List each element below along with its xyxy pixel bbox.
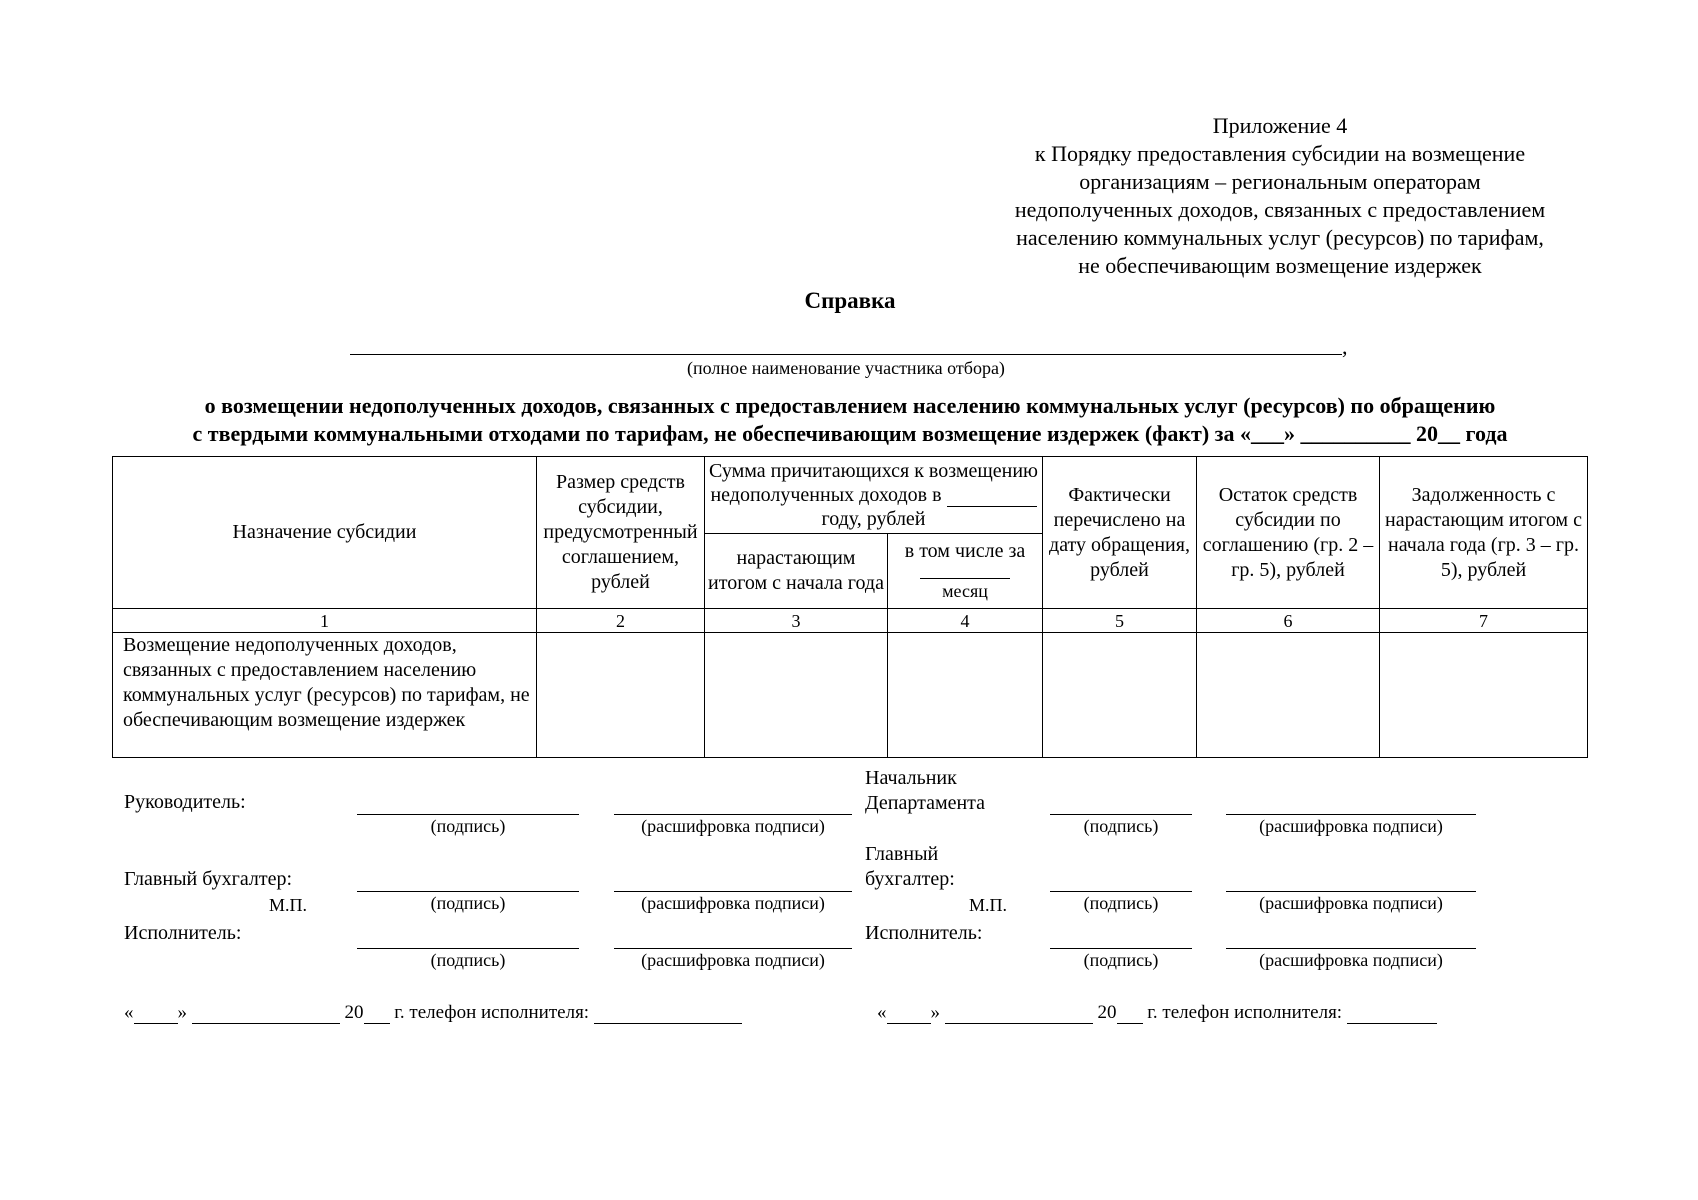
decode-caption: (расшифровка подписи) bbox=[1259, 816, 1443, 836]
decode-caption: (расшифровка подписи) bbox=[641, 950, 825, 970]
sign-caption: (подпись) bbox=[430, 950, 506, 970]
decode-caption: (расшифровка подписи) bbox=[1259, 893, 1443, 913]
column-number: 2 bbox=[537, 609, 705, 633]
left-executor-sign-line[interactable] bbox=[357, 948, 579, 949]
document-subtitle bbox=[110, 392, 1590, 448]
right-accountant-label-line-1: Главный bbox=[865, 843, 939, 865]
decode-caption: (расшифровка подписи) bbox=[1259, 950, 1443, 970]
left-executor-label: Исполнитель: bbox=[124, 922, 242, 944]
right-date-phone-line bbox=[877, 1002, 1437, 1024]
day-blank[interactable] bbox=[134, 1005, 178, 1024]
appendix-line: Приложение 4 bbox=[1212, 113, 1348, 138]
right-accountant-decode-line[interactable] bbox=[1226, 891, 1476, 892]
left-head-decode-line[interactable] bbox=[614, 814, 852, 815]
header-of-which-label: в том числе за bbox=[904, 539, 1026, 562]
year-blank[interactable] bbox=[1117, 1005, 1143, 1024]
open-quote: « bbox=[877, 1002, 887, 1023]
sign-caption: (подпись) bbox=[430, 816, 506, 836]
decode-caption: (расшифровка подписи) bbox=[641, 816, 825, 836]
left-accountant-label: Главный бухгалтер: bbox=[124, 868, 293, 890]
right-accountant-label-line-2: бухгалтер: bbox=[865, 868, 955, 890]
left-stamp-label: М.П. bbox=[269, 895, 308, 915]
column-number: 3 bbox=[705, 609, 888, 633]
document-title: Справка bbox=[804, 288, 896, 313]
decode-caption: (расшифровка подписи) bbox=[641, 893, 825, 913]
appendix-line: организациям – региональным операторам bbox=[1079, 169, 1481, 194]
phone-blank[interactable] bbox=[594, 1005, 742, 1024]
left-accountant-sign-line[interactable] bbox=[357, 891, 579, 892]
year-blank[interactable] bbox=[364, 1005, 390, 1024]
column-number: 6 bbox=[1197, 609, 1380, 633]
participant-name-caption: (полное наименование участника отбора) bbox=[687, 358, 1005, 378]
appendix-line: населению коммунальных услуг (ресурсов) по тарифам, bbox=[1016, 225, 1544, 250]
month-blank-line bbox=[920, 570, 1010, 579]
appendix-line: к Порядку предоставления субсидии на возмещение bbox=[1034, 141, 1526, 166]
header-month-label: месяц bbox=[942, 580, 988, 601]
value-cell[interactable] bbox=[705, 633, 888, 758]
participant-name-line bbox=[350, 354, 1342, 355]
column-number: 1 bbox=[113, 609, 537, 633]
day-blank[interactable] bbox=[887, 1005, 931, 1024]
column-number: 4 bbox=[888, 609, 1043, 633]
close-quote: » bbox=[177, 1002, 187, 1023]
header-subsidy-amount: Размер средств субсидии, предусмотренный соглашением, рублей bbox=[537, 457, 705, 609]
header-subsidy-balance: Остаток средств субсидии по соглашению (гр. 2 – гр. 5), рублей bbox=[1197, 457, 1380, 609]
right-executor-sign-line[interactable] bbox=[1050, 948, 1192, 949]
header-due-sum-year: году, рублей bbox=[821, 508, 926, 530]
sign-caption: (подпись) bbox=[1083, 816, 1159, 836]
right-accountant-sign-line[interactable] bbox=[1050, 891, 1192, 892]
month-blank[interactable] bbox=[945, 1005, 1093, 1024]
header-of-which-month bbox=[888, 534, 1043, 609]
right-executor-label: Исполнитель: bbox=[865, 922, 983, 944]
participant-name-comma: , bbox=[1342, 334, 1348, 359]
right-head-decode-line[interactable] bbox=[1226, 814, 1476, 815]
appendix-line: не обеспечивающим возмещение издержек bbox=[1078, 253, 1482, 278]
sign-caption: (подпись) bbox=[430, 893, 506, 913]
open-quote: « bbox=[124, 1002, 134, 1023]
header-actually-transferred: Фактически перечислено на дату обращения, рублей bbox=[1043, 457, 1197, 609]
row-purpose-text: Возмещение недополученных доходов, связанных с предоставлением населению коммунальных услуг (ресурсов) по тарифам, не обеспечивающим возмещение издержек bbox=[123, 634, 530, 731]
phone-label: г. телефон исполнителя: bbox=[394, 1002, 590, 1023]
row-purpose-cell bbox=[113, 633, 537, 758]
left-date-phone-line bbox=[124, 1002, 742, 1024]
sign-caption: (подпись) bbox=[1083, 893, 1159, 913]
header-due-sum bbox=[705, 457, 1043, 534]
right-accountant-label bbox=[865, 842, 955, 892]
value-cell[interactable] bbox=[1197, 633, 1380, 758]
right-head-sign-line[interactable] bbox=[1050, 814, 1192, 815]
subtitle-line-2: с твердыми коммунальными отходами по тарифам, не обеспечивающим возмещение издержек (факт) за «___» __________ 20__ года bbox=[192, 421, 1508, 446]
right-head-label-line-2: Департамента bbox=[865, 792, 986, 814]
value-cell[interactable] bbox=[1043, 633, 1197, 758]
close-quote: » bbox=[930, 1002, 940, 1023]
left-head-label: Руководитель: bbox=[124, 791, 246, 813]
header-debt: Задолженность с нарастающим итогом с начала года (гр. 3 – гр. 5), рублей bbox=[1380, 457, 1588, 609]
header-cumulative: нарастающим итогом с начала года bbox=[705, 534, 888, 609]
year-prefix: 20 bbox=[344, 1002, 364, 1023]
year-blank-line bbox=[947, 486, 1037, 507]
value-cell[interactable] bbox=[1380, 633, 1588, 758]
header-purpose: Назначение субсидии bbox=[113, 457, 537, 609]
appendix-block bbox=[960, 112, 1600, 280]
subtitle-line-1: о возмещении недополученных доходов, связанных с предоставлением населению коммунальных услуг (ресурсов) по обращению bbox=[204, 393, 1496, 418]
right-stamp-label: М.П. bbox=[969, 895, 1008, 915]
phone-label: г. телефон исполнителя: bbox=[1147, 1002, 1343, 1023]
value-cell[interactable] bbox=[537, 633, 705, 758]
right-executor-decode-line[interactable] bbox=[1226, 948, 1476, 949]
sign-caption: (подпись) bbox=[1083, 950, 1159, 970]
subsidy-table bbox=[112, 456, 1588, 758]
left-accountant-decode-line[interactable] bbox=[614, 891, 852, 892]
column-number: 7 bbox=[1380, 609, 1588, 633]
phone-blank[interactable] bbox=[1347, 1005, 1437, 1024]
value-cell[interactable] bbox=[888, 633, 1043, 758]
month-blank[interactable] bbox=[192, 1005, 340, 1024]
right-head-label-line-1: Начальник bbox=[865, 767, 957, 789]
year-prefix: 20 bbox=[1097, 1002, 1117, 1023]
column-number: 5 bbox=[1043, 609, 1197, 633]
right-head-label bbox=[865, 766, 985, 816]
left-executor-decode-line[interactable] bbox=[614, 948, 852, 949]
left-head-sign-line[interactable] bbox=[357, 814, 579, 815]
appendix-line: недополученных доходов, связанных с предоставлением bbox=[1014, 197, 1546, 222]
header-due-sum-text: Сумма причитающихся к возмещению недополученных доходов в bbox=[708, 460, 1038, 506]
